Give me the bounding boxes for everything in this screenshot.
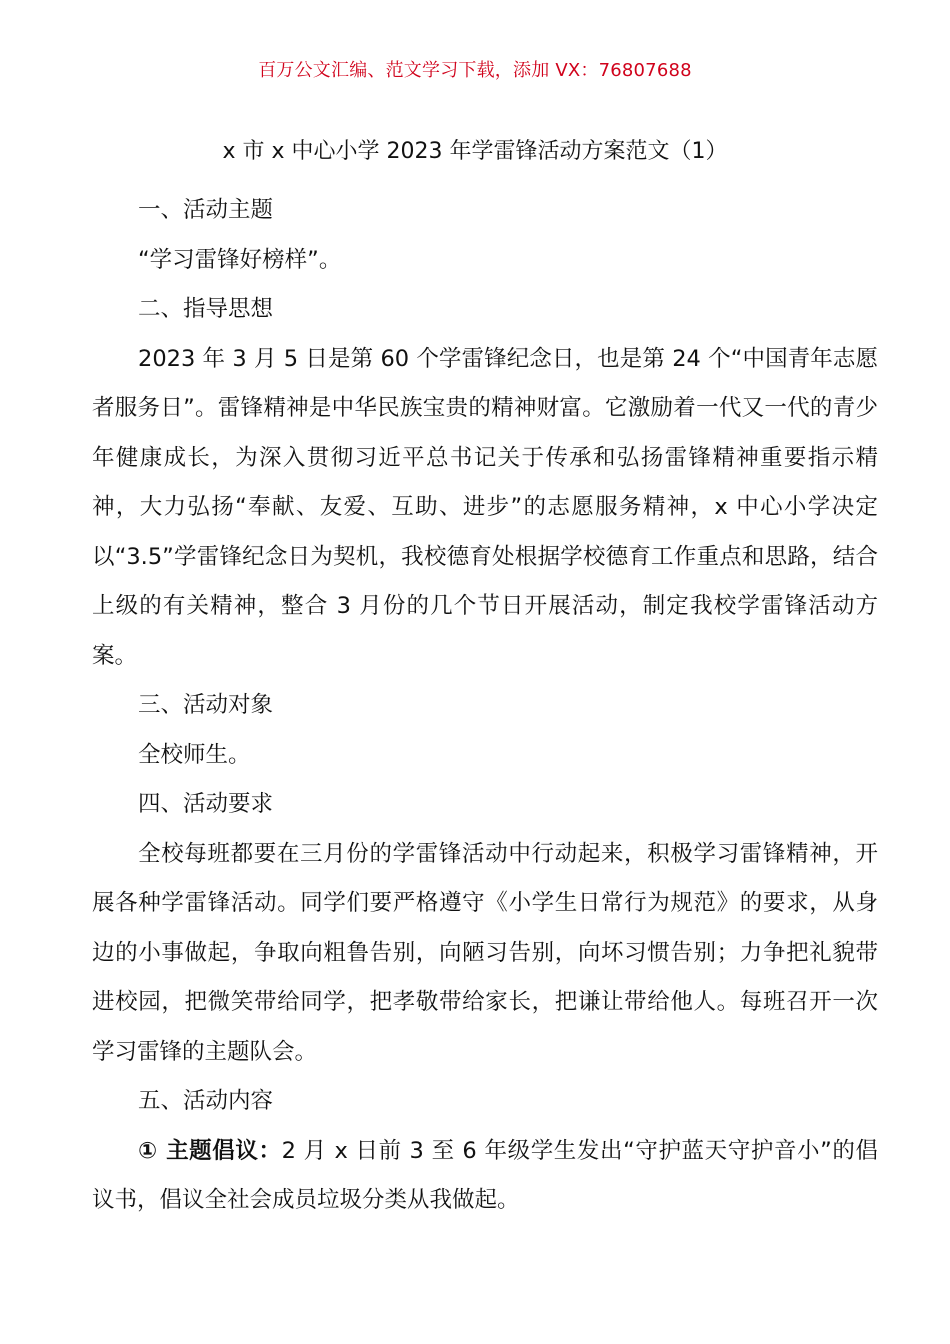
item-1-text: 2 月 x 日前 3 至 6 年级学生发出“守护蓝天守护音小”的倡议书，倡议全社会成员垃圾分类从我做起。	[92, 1137, 878, 1213]
document-body	[92, 186, 878, 1226]
document-title: x 市 x 中心小学 2023 年学雷锋活动方案范文（1）	[222, 139, 728, 164]
section-heading-target: 三、活动对象	[138, 692, 274, 718]
section-heading-content: 五、活动内容	[138, 1088, 274, 1114]
section-body-target: 全校师生。	[138, 741, 251, 768]
item-1-label: ① 主题倡议：	[138, 1137, 282, 1164]
section-content-item-1	[92, 1127, 878, 1226]
section-heading-requirements: 四、活动要求	[138, 791, 274, 817]
section-heading-guiding-thought: 二、指导思想	[138, 296, 274, 322]
section-body-requirements: 全校每班都要在三月份的学雷锋活动中行动起来，积极学习雷锋精神，开展各种学雷锋活动。同学们要严格遵守《小学生日常行为规范》的要求，从身边的小事做起，争取向粗鲁告别，向陋习告别，向坏习惯告别；力争把礼貌带进校园，把微笑带给同学，把孝敬带给家长，把谦让带给他人。每班召开一次学习雷锋的主题队会。	[92, 840, 878, 1065]
section-body-theme: “学习雷锋好榜样”。	[138, 246, 342, 273]
section-body-guiding-thought: 2023 年 3 月 5 日是第 60 个学雷锋纪念日，也是第 24 个“中国青年志愿者服务日”。雷锋精神是中华民族宝贵的精神财富。它激励着一代又一代的青少年健康成长，为深入贯彻习近平总书记关于传承和弘扬雷锋精神重要指示精神，大力弘扬“奉献、友爱、互助、进步”的志愿服务精神，x 中心小学决定以“3.5”学雷锋纪念日为契机，我校德育处根据学校德育工作重点和思路，结合上级的有关精神，整合 3 月份的几个节日开展活动，制定我校学雷锋活动方案。	[92, 345, 878, 669]
section-heading-theme: 一、活动主题	[138, 197, 274, 223]
header-note: 百万公文汇编、范文学习下载，添加 VX：76807688	[258, 60, 692, 81]
